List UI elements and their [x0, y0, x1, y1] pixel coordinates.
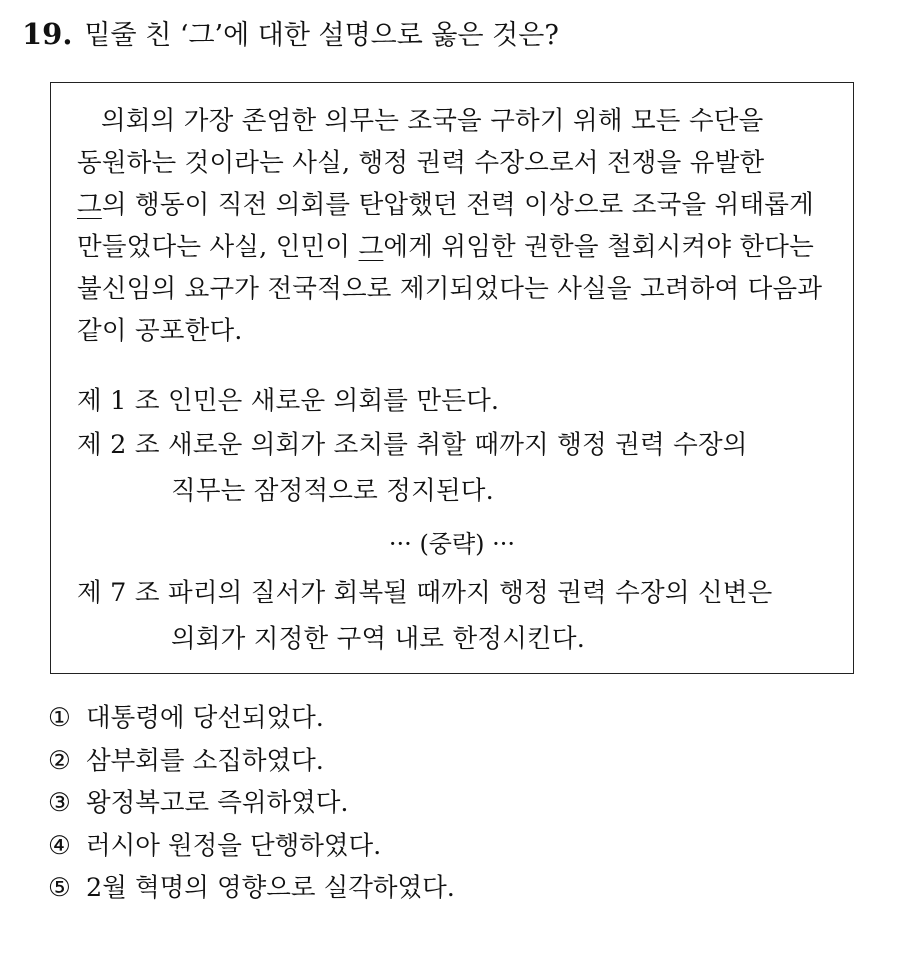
choice-text: 삼부회를 소집하였다.	[86, 745, 324, 776]
passage-text: 의 행동이 직전 의회를 탄압했던 전력 이상으로 조국을 위태롭게	[101, 190, 814, 220]
article-7-continued: 의회가 지정한 구역 내로 한정시킨다.	[171, 624, 586, 654]
choice-number: ④	[48, 830, 71, 861]
article-7: 제 7 조 파리의 질서가 회복될 때까지 행정 권력 수장의 신변은	[77, 578, 773, 608]
article-1: 제 1 조 인민은 새로운 의회를 만든다.	[77, 386, 500, 416]
choice-3[interactable]	[48, 785, 455, 828]
choice-text: 2월 혁명의 영향으로 실각하였다.	[86, 873, 455, 903]
passage-text: 만들었다는 사실, 인민이	[77, 232, 359, 262]
choice-number: ②	[48, 745, 71, 776]
question-number: 19.	[22, 17, 73, 51]
passage-line: 의회의 가장 존엄한 의무는 조국을 구하기 위해 모든 수단을	[101, 106, 764, 136]
choice-5[interactable]	[48, 870, 455, 913]
underlined-term: 그	[77, 190, 102, 220]
passage-line: 동원하는 것이라는 사실, 행정 권력 수장으로서 전쟁을 유발한	[77, 148, 765, 178]
choice-text: 왕정복고로 즉위하였다.	[86, 788, 349, 818]
passage-box	[50, 82, 854, 674]
choice-2[interactable]	[48, 743, 455, 786]
passage-text: 에게 위임한 권한을 철회시켜야 한다는	[383, 232, 814, 262]
choice-text: 러시아 원정을 단행하였다.	[86, 830, 382, 861]
omission-mark: ··· (중략) ···	[388, 530, 516, 558]
choice-number: ③	[48, 788, 71, 818]
choice-number: ①	[48, 703, 71, 733]
choice-1[interactable]	[48, 700, 455, 743]
passage-line	[77, 187, 814, 223]
choice-number: ⑤	[48, 873, 71, 903]
choice-4[interactable]	[48, 828, 455, 871]
question-prompt: 밑줄 친 ‘그’에 대한 설명으로 옳은 것은?	[84, 20, 559, 51]
choice-text: 대통령에 당선되었다.	[86, 703, 324, 733]
passage-line: 불신임의 요구가 전국적으로 제기되었다는 사실을 고려하여 다음과	[77, 274, 823, 304]
article-2: 제 2 조 새로운 의회가 조치를 취할 때까지 행정 권력 수장의	[77, 430, 748, 460]
answer-choices	[48, 700, 455, 913]
passage-line	[77, 229, 814, 265]
question-header	[22, 14, 559, 56]
passage-line: 같이 공포한다.	[77, 316, 243, 346]
article-2-continued: 직무는 잠정적으로 정지된다.	[171, 476, 494, 506]
underlined-term: 그	[358, 232, 384, 262]
